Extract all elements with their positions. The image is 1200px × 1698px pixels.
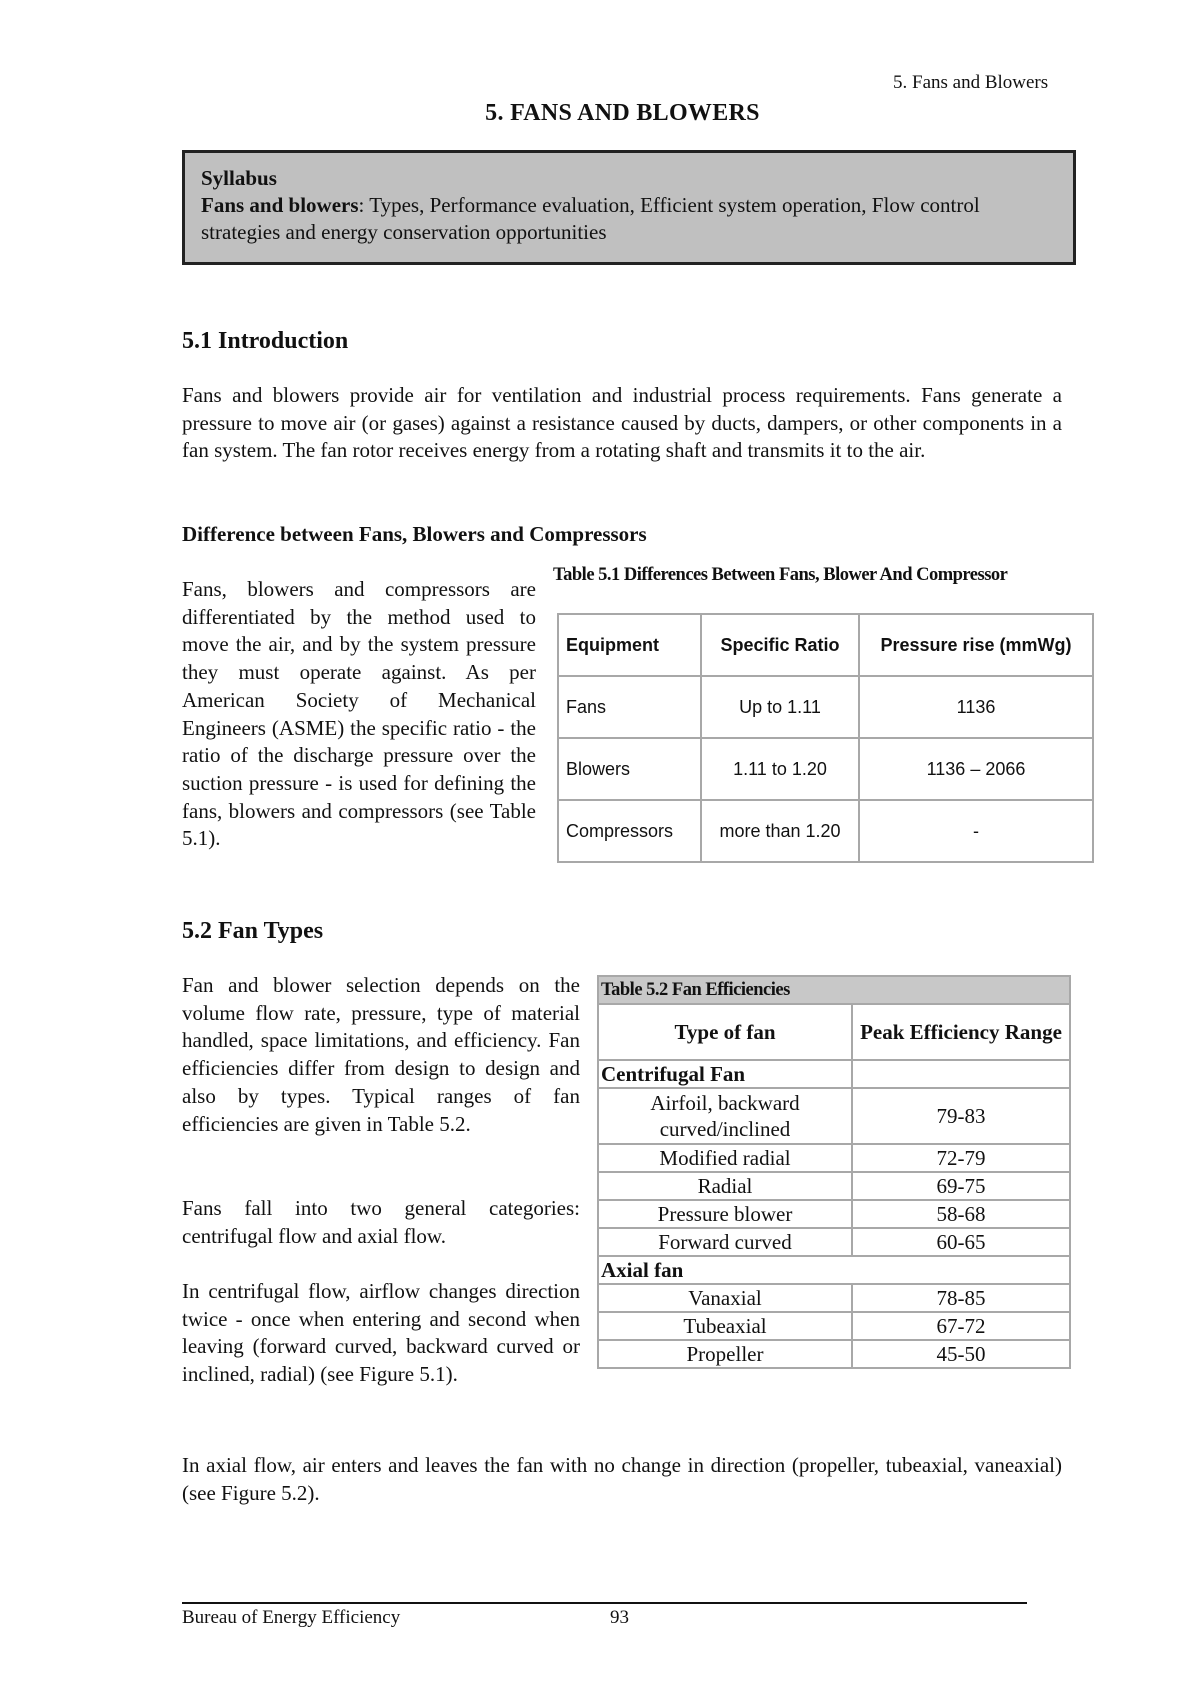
table-5-1-caption: Table 5.1 Differences Between Fans, Blower And Compressor [553,565,1008,585]
header-cell: Equipment [558,614,701,676]
table-cell: Up to 1.11 [701,676,859,738]
table-row [558,800,1093,862]
table-cell: 67-72 [852,1312,1070,1340]
header-cell: Type of fan [598,1004,852,1060]
category-row [598,1256,1070,1284]
table-cell: Propeller [598,1340,852,1368]
category-label: Centrifugal Fan [598,1060,852,1088]
table-header-row [558,614,1093,676]
fan-types-paragraph: Fan and blower selection depends on the volume flow rate, pressure, type of material handled, space limitations, and efficiency. Fan efficiencies differ from design to design and also by types. Typical ranges of fan efficiencies are given in Table 5.2. [182,973,580,1136]
difference-subheading: Difference between Fans, Blowers and Compressors [182,522,647,546]
running-header: 5. Fans and Blowers [893,72,1049,93]
difference-paragraph: Fans, blowers and compressors are differentiated by the method used to move the air, and by the system pressure they must operate against. As per American Society of Mechanical Engineers (ASME) the specific ratio - the ratio of the discharge pressure over the suction pressure - is used for defining the fans, blowers and compressors (see Table 5.1). [182,577,536,851]
table-cell: 60-65 [852,1228,1070,1256]
table-row [558,738,1093,800]
table-row [598,1200,1070,1228]
axial-paragraph: In axial flow, air enters and leaves the fan with no change in direction (propeller, tubeaxial, vaneaxial) (see Figure 5.2). [182,1453,1062,1505]
table-row [598,1172,1070,1200]
table-cell: Tubeaxial [598,1312,852,1340]
table-cell: 1136 [859,676,1093,738]
table-cell: 69-75 [852,1172,1070,1200]
table-cell [852,1060,1070,1088]
chapter-title: 5. FANS AND BLOWERS [485,100,760,126]
table-row [598,1088,1070,1144]
table-cell: - [859,800,1093,862]
footer-publisher: Bureau of Energy Efficiency [182,1607,401,1628]
table-cell: 1.11 to 1.20 [701,738,859,800]
table-5-1 [557,613,1094,863]
syllabus-text: : Types, Performance evaluation, Efficient system operation, Flow control strategies and energy conservation opportunities [201,193,980,244]
table-5-2 [597,975,1071,1369]
table-row [598,1284,1070,1312]
table-cell: 58-68 [852,1200,1070,1228]
table-cell: Vanaxial [598,1284,852,1312]
syllabus-heading: Syllabus [201,166,277,190]
table-row [598,1144,1070,1172]
syllabus-content [201,192,1056,246]
table-cell: Compressors [558,800,701,862]
syllabus-label: Fans and blowers [201,193,359,217]
table-cell: 1136 – 2066 [859,738,1093,800]
table-cell: 79-83 [852,1088,1070,1144]
table-header-row [598,1004,1070,1060]
category-row [598,1060,1070,1088]
table-row [598,1340,1070,1368]
table-cell: Airfoil, backward curved/inclined [598,1088,852,1144]
table-row [598,1228,1070,1256]
section-5-2-heading: 5.2 Fan Types [182,918,324,944]
table-caption-row [598,976,1070,1004]
header-cell: Pressure rise (mmWg) [859,614,1093,676]
table-row [598,1312,1070,1340]
table-cell: Pressure blower [598,1200,852,1228]
table-cell: Blowers [558,738,701,800]
table-cell: Forward curved [598,1228,852,1256]
table-cell: 78-85 [852,1284,1070,1312]
table-cell: 72-79 [852,1144,1070,1172]
footer-divider [182,1602,1027,1604]
table-row [558,676,1093,738]
categories-paragraph: Fans fall into two general categories: centrifugal flow and axial flow. [182,1196,580,1248]
table-cell: Modified radial [598,1144,852,1172]
page-number: 93 [610,1607,629,1628]
syllabus-box [182,150,1076,265]
header-cell: Peak Efficiency Range [852,1004,1070,1060]
section-5-1-heading: 5.1 Introduction [182,328,349,354]
centrifugal-paragraph: In centrifugal flow, airflow changes direction twice - once when entering and second when leaving (forward curved, backward curved or inclined, radial) (see Figure 5.1). [182,1279,580,1387]
header-cell: Specific Ratio [701,614,859,676]
intro-paragraph: Fans and blowers provide air for ventilation and industrial process requirements. Fans generate a pressure to move air (or gases) against a resistance caused by ducts, dampers, or other components in a fan system. The fan rotor receives energy from a rotating shaft and transmits it to the air. [182,383,1062,463]
table-5-2-caption: Table 5.2 Fan Efficiencies [598,976,1070,1004]
category-label: Axial fan [598,1256,1070,1284]
table-cell: Fans [558,676,701,738]
table-cell: Radial [598,1172,852,1200]
table-cell: more than 1.20 [701,800,859,862]
table-cell: 45-50 [852,1340,1070,1368]
